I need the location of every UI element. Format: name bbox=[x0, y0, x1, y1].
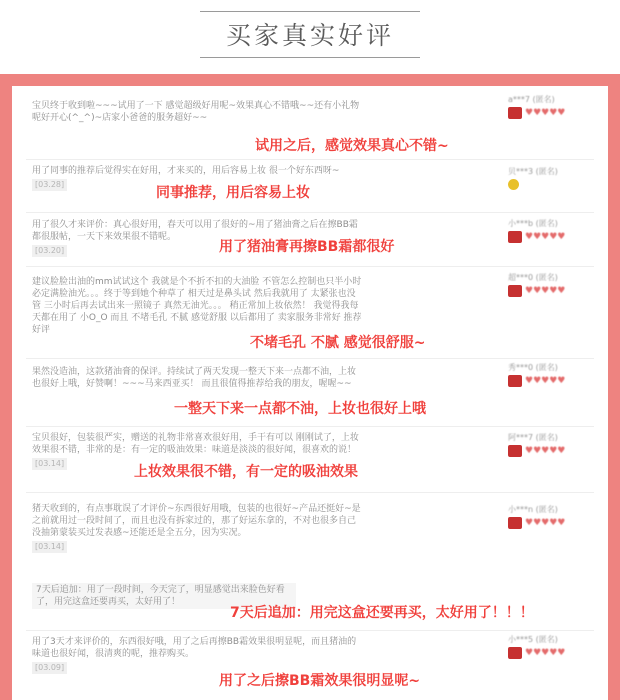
review-text: 宝贝很好，包装很严实，赠送的礼物非常喜欢很好用，手干有可以 刚刚试了，上妆效果很不错，非常的是：有一定的吸油效果：味道是淡淡的很好闻，很喜欢的说！ [03.14] bbox=[32, 433, 359, 468]
review-caption: 7天后追加：用完这盒还要再买，太好用了！！！ bbox=[230, 605, 534, 621]
reviewer-name: 小***5 (匿名) bbox=[508, 635, 558, 644]
page-title: 买家真实好评 bbox=[225, 21, 394, 50]
review-caption: 试用之后，感觉效果真心不错~ bbox=[255, 138, 449, 154]
review-text: 猪天收到的，有点事耽误了才评价~东西很好用哦，包装的也很好~产品还挺好~是之前就用过一段时间了，而且也没有拆家过的，那了好运东拿的，不对也很多自己没抽第蒙装买过发表感~还能还是全五分，因为实况。 [03.14] bbox=[32, 504, 361, 551]
review-text: 用了3天才来评价的，东西很好哦，用了之后再擦BB霜效果很明显呢，而且猪油的味道也很好闻，很清爽的呢，推荐购买。 [03.09] bbox=[32, 637, 357, 672]
rating-hearts-icon: ♥♥♥♥♥ bbox=[525, 376, 566, 386]
rating-hearts-icon: ♥♥♥♥♥ bbox=[525, 518, 566, 528]
header-top-rule bbox=[200, 11, 420, 12]
followup-text: 7天后追加：用了一段时间，今天完了，明显感觉出来脸色好看了，用完这盒还要再买，太好用了！ bbox=[32, 583, 296, 609]
vip-badge-icon bbox=[508, 285, 522, 297]
reviews-frame bbox=[0, 74, 620, 700]
rating-hearts-icon: ♥♥♥♥♥ bbox=[525, 108, 566, 118]
divider bbox=[26, 426, 594, 427]
vip-badge-icon bbox=[508, 107, 522, 119]
page-header bbox=[0, 0, 620, 74]
divider bbox=[26, 266, 594, 267]
divider bbox=[26, 492, 594, 493]
reviewer-info bbox=[496, 634, 596, 666]
review-caption: 用了之后擦BB霜效果很明显呢~ bbox=[219, 673, 421, 689]
reviewer-name: 贝***3 (匿名) bbox=[508, 167, 558, 176]
vip-badge-icon bbox=[508, 445, 522, 457]
reviewer-info bbox=[496, 218, 596, 250]
reviewer-info bbox=[496, 166, 596, 198]
review-text: 果然没造油，这款猪油膏的保评。持续试了两天发现一整天下来一点都不油，上妆也很好上哦，好赞啊！~~~马来西亚买！ 而且很值得推荐给我的朋友，喔喔~~ bbox=[32, 367, 357, 389]
vip-badge-icon bbox=[508, 231, 522, 243]
review-caption: 上妆效果很不错，有一定的吸油效果 bbox=[134, 464, 358, 480]
reviewer-info bbox=[496, 94, 596, 126]
reviewer-info bbox=[496, 504, 596, 536]
vip-badge-icon bbox=[508, 375, 522, 387]
reviewer-info bbox=[496, 272, 596, 304]
reviewer-name: a***7 (匿名) bbox=[508, 95, 555, 104]
review-caption: 同事推荐，用后容易上妆 bbox=[156, 185, 310, 201]
divider bbox=[26, 212, 594, 213]
divider bbox=[26, 358, 594, 359]
reviewer-info bbox=[496, 432, 596, 464]
divider bbox=[26, 159, 594, 160]
level-badge-icon bbox=[508, 179, 519, 190]
reviewer-info bbox=[496, 362, 596, 394]
review-caption: 用了猪油膏再擦BB霜都很好 bbox=[219, 239, 395, 255]
rating-hearts-icon: ♥♥♥♥♥ bbox=[525, 286, 566, 296]
header-bottom-rule bbox=[200, 57, 420, 58]
reviewer-name: 秀***0 (匿名) bbox=[508, 363, 558, 372]
reviewer-name: 小***b (匿名) bbox=[508, 219, 558, 228]
review-text: 建议脸脸出油的mm试试这个 我就是个不折不扣的大油脸 不管怎么控制也只半小时必定满脸油光。。。终于等到她个种草了 相天过是鼻头试 然后我就用了 太紧张也没管 三小时后再去试出来一照镜子 真然无油光。。。 稍正常加上妆依然！ 我觉得我每天都在用了 小O_O 而且 不堵毛孔 不腻 感觉舒服 以后都用了 卖家服务非常好 推荐 好评 bbox=[32, 277, 362, 335]
review-text: 用了很久才来评价：真心很好用，春天可以用了很好的~用了猪油膏之后在擦BB霜都很服帖，一天下来效果很不错呢。 [03.20] bbox=[32, 220, 358, 255]
rating-hearts-icon: ♥♥♥♥♥ bbox=[525, 232, 566, 242]
reviewer-name: 小***n (匿名) bbox=[508, 505, 558, 514]
reviewer-name: 超***0 (匿名) bbox=[508, 273, 558, 282]
vip-badge-icon bbox=[508, 647, 522, 659]
review-caption: 不堵毛孔 不腻 感觉很舒服~ bbox=[250, 335, 426, 351]
rating-hearts-icon: ♥♥♥♥♥ bbox=[525, 648, 566, 658]
review-text: 宝贝终于收到啦~~~试用了一下 感觉超级好用呢~效果真心不错哦~~还有小礼物呢好开心(^_^)~店家小爸爸的服务超好~~ bbox=[32, 101, 360, 123]
rating-hearts-icon: ♥♥♥♥♥ bbox=[525, 446, 566, 456]
review-text: 用了同事的推荐后觉得实在好用，才来买的，用后容易上妆 很一个好东西呀~ [03.28] bbox=[32, 166, 340, 189]
reviewer-name: 阿***7 (匿名) bbox=[508, 433, 558, 442]
review-caption: 一整天下来一点都不油，上妆也很好上哦 bbox=[174, 401, 426, 417]
reviews-card bbox=[12, 86, 608, 700]
divider bbox=[26, 630, 594, 631]
vip-badge-icon bbox=[508, 517, 522, 529]
